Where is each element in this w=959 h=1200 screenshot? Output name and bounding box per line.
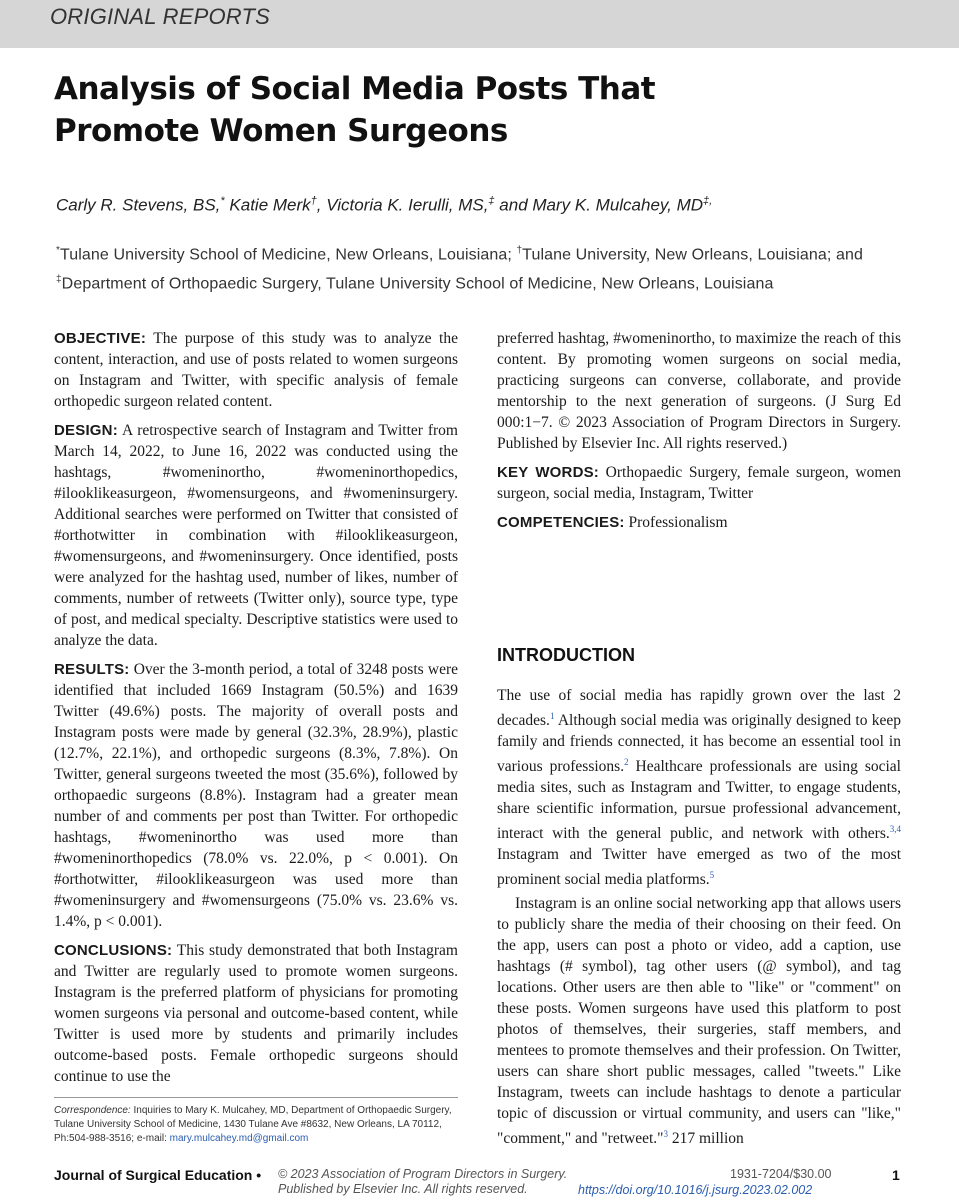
section-label: ORIGINAL REPORTS <box>50 4 270 29</box>
keywords-label: KEY WORDS: <box>497 464 600 481</box>
author-3-mark: ‡ <box>488 195 495 207</box>
ref-link-5[interactable]: 5 <box>709 870 715 881</box>
correspondence-note <box>54 1104 458 1146</box>
affil-1-mark: * <box>56 245 60 256</box>
author-4-mark: ‡, <box>703 195 713 207</box>
intro-p1-c: Healthcare professionals are using social media sites, such as Instagram and Twitter, to engage students, share scientific information, pursue professional advancement, interact with the general public, and network with others. <box>497 758 901 843</box>
author-2-mark: † <box>310 195 317 207</box>
ref-link-2[interactable]: 2 <box>624 757 629 768</box>
affiliations <box>56 238 916 297</box>
abstract-conclusions <box>54 940 458 1087</box>
article-title <box>54 68 914 152</box>
correspondence-email-link[interactable]: mary.mulcahey.md@gmail.com <box>169 1133 309 1144</box>
affil-and: and <box>835 246 863 264</box>
affil-3-mark: ‡ <box>56 274 62 286</box>
doi-link[interactable]: https://doi.org/10.1016/j.jsurg.2023.02.002 <box>578 1183 813 1197</box>
journal-name: Journal of Surgical Education • <box>54 1167 262 1183</box>
abstract-right-column <box>497 328 901 541</box>
abstract-design <box>54 420 458 651</box>
competencies-label: COMPETENCIES: <box>497 514 625 531</box>
abstract-left-column <box>54 328 458 1095</box>
correspondence-text: Inquiries to Mary K. Mulcahey, MD, Department of Orthopaedic Surgery, Tulane University School of Medicine, 1430 Tulane Ave #8632, New Orleans, LA 70112, Ph:504-988-3516; e-mail: <box>54 1105 452 1144</box>
abstract-results <box>54 659 458 932</box>
intro-paragraph-2 <box>497 893 901 1149</box>
affil-1: Tulane University School of Medicine, New Orleans, Louisiana; <box>60 246 512 264</box>
ref-link-3-4[interactable]: 3,4 <box>889 824 901 835</box>
introduction-heading: INTRODUCTION <box>497 645 635 665</box>
keywords-text: Orthopaedic Surgery, female surgeon, women surgeon, social media, Instagram, Twitter <box>497 464 902 502</box>
introduction-body <box>497 685 901 1149</box>
footnote-divider <box>54 1097 458 1098</box>
ref-link-3b[interactable]: 3 <box>663 1128 668 1139</box>
issn-price: 1931-7204/$30.00 <box>730 1167 832 1181</box>
intro-p1-a: The use of social media has rapidly grown over the last 2 decades. <box>497 687 901 730</box>
conclusions-label: CONCLUSIONS: <box>54 942 173 959</box>
intro-p1-b: Although social media was originally designed to keep family and friends connected, it has become an essential tool in various professions. <box>497 712 901 776</box>
intro-p2-a: Instagram is an online social networking app that allows users to publicly share the media of their choosing on their feed. On the app, users can post a photo or video, add a caption, use hashtags (# symbol), tag other users (@ symbol), and tag locations. Other users are then able to "like" or "comment" on these posts. Women surgeons have used this platform to post photos of themselves, their surgeries, staff members, and mentees to promote themselves and their profession. On Twitter, users can share short public messages, called "tweets." Like Instagram, tweets can include hashtags to denote a particular topic of discussion or virtual community, and users can "like," "comment," and "retweet." <box>497 894 901 1147</box>
copyright-notice: © 2023 Association of Program Directors in Surgery. Published by Elsevier Inc. All rights reserved. <box>278 1167 568 1196</box>
correspondence-label: Correspondence: <box>54 1105 131 1116</box>
objective-label: OBJECTIVE: <box>54 330 147 347</box>
results-label: RESULTS: <box>54 661 130 678</box>
competencies <box>497 512 901 533</box>
affil-3: Department of Orthopaedic Surgery, Tulane University School of Medicine, New Orleans, Louisiana <box>61 275 774 293</box>
author-4: and Mary K. Mulcahey, MD <box>499 195 704 215</box>
title-line-2: Promote Women Surgeons <box>54 113 508 149</box>
page-footer <box>54 1165 914 1197</box>
title-line-1: Analysis of Social Media Posts That <box>54 71 656 107</box>
objective-text: The purpose of this study was to analyze the content, interaction, and use of posts related to women surgeons on Instagram and Twitter, with specific analysis of female orthopedic surgeon related content. <box>54 330 458 410</box>
competencies-text: Professionalism <box>628 514 728 531</box>
keywords <box>497 462 901 504</box>
design-text: A retrospective search of Instagram and Twitter from March 14, 2022, to June 16, 2022 was conducted using the hashtags, #womeninortho, #womeninorthopedics, #ilooklikeasurgeon, #womensurgeons, and #womeninsurgery. Additional searches were performed on Twitter that consisted of #orthotwitter in combination with #ilooklikeasurgeon, #womensurgeons, and #womeninsurgery. Once identified, posts were analyzed for the hashtag used, number of likes, number of comments, number of retweets (Twitter only), source type, type of post, and medical specialty. Descriptive statistics were used to analyze the data. <box>54 422 458 649</box>
ref-link-1[interactable]: 1 <box>549 711 555 721</box>
author-list: Carly R. Stevens, BS,* Katie Merk†, Victoria K. Ierulli, MS,‡ and Mary K. Mulcahey, MD‡, <box>56 195 713 215</box>
conclusions-text: This study demonstrated that both Instagram and Twitter are regularly used to promote women surgeons. Instagram is the preferred platform of physicians for promoting women surgeons via personal and outcome-based content, while Twitter is used more by students and primarily includes outcome-based posts. Female orthopedic surgeons should continue to use the <box>54 942 458 1085</box>
intro-p1-d: Instagram and Twitter have emerged as two of the most prominent social media platforms. <box>497 846 901 889</box>
author-1: Carly R. Stevens, BS, <box>56 195 221 215</box>
page-number: 1 <box>892 1167 900 1183</box>
affil-2: Tulane University, New Orleans, Louisiana; <box>522 246 832 264</box>
abstract-objective <box>54 328 458 412</box>
design-label: DESIGN: <box>54 422 118 439</box>
author-2: Katie Merk <box>229 195 311 215</box>
intro-paragraph-1 <box>497 685 901 891</box>
author-3: Victoria K. Ierulli, MS, <box>326 195 489 215</box>
intro-p2-b: 217 million <box>667 1129 744 1147</box>
section-banner <box>0 0 959 48</box>
affil-2-mark: † <box>516 245 523 256</box>
author-1-mark: * <box>220 195 225 207</box>
abstract-continued: preferred hashtag, #womeninortho, to maximize the reach of this content. By promoting women surgeons on social media, practicing surgeons can converse, collaborate, and provide mentorship to the next generation of surgeons. (J Surg Ed 000:1−7. © 2023 Association of Program Directors in Surgery. Published by Elsevier Inc. All rights reserved.) <box>497 330 901 452</box>
results-text: Over the 3-month period, a total of 3248 posts were identified that included 1669 Instagram (50.5%) and 1639 Twitter (49.6%) posts. The majority of overall posts and Instagram posts were made by general (32.3%, 28.9%), plastic (12.7%, 22.1%), and orthopedic surgeons (8.3%, 7.8%). On Twitter, general surgeons tweeted the most (35.6%), followed by orthopaedic surgeons (8.8%). Instagram had a greater mean number of and comments per post than Twitter. For orthopedic hashtags, #womeninortho was used more than #womeninorthopedics (78.0% vs. 22.0%, p < 0.001). On #orthotwitter, #ilooklikeasurgeon was used more than #womeninsurgery and #womensurgeons (75.0% vs. 23.6% vs. 1.4%, p < 0.001). <box>54 661 459 930</box>
